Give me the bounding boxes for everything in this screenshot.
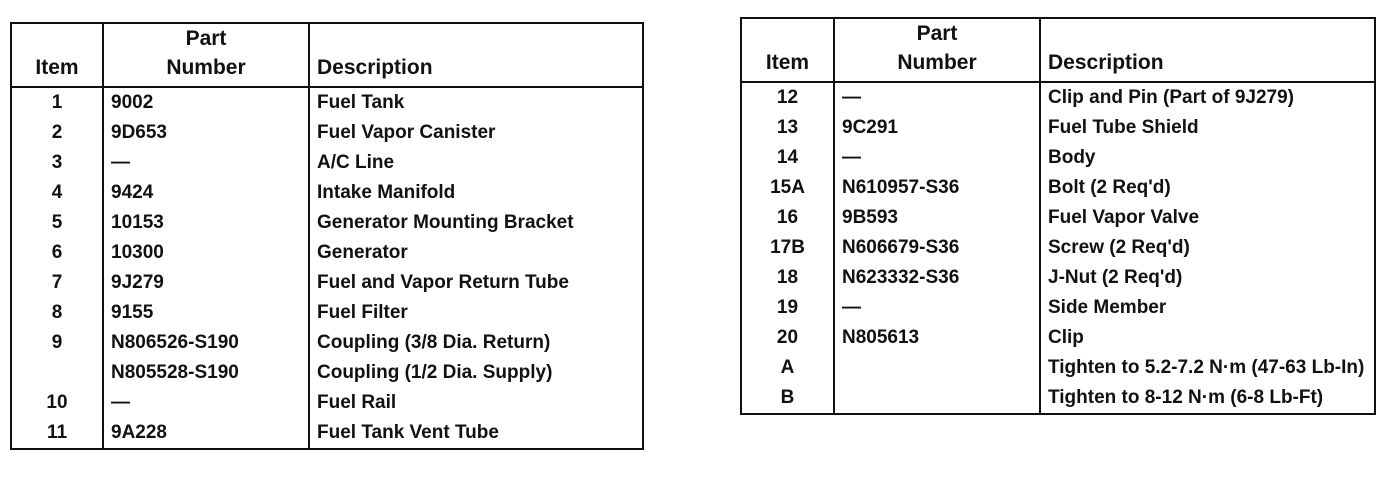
item-cell: 3 xyxy=(51,152,63,173)
description: Generator Mounting Bracket xyxy=(317,212,574,233)
header-part-number-line2: Number xyxy=(897,51,977,74)
item-cell: 15A xyxy=(770,177,805,198)
item-cell: B xyxy=(780,387,795,408)
table-header-row xyxy=(11,23,643,87)
part-number: 9424 xyxy=(111,182,154,203)
part-number: N805613 xyxy=(842,327,920,348)
parts-table-left xyxy=(10,22,644,450)
table-body-right xyxy=(741,82,1375,414)
part-number: 9155 xyxy=(111,302,154,323)
part-number-cell xyxy=(103,87,309,118)
table-row xyxy=(741,173,1375,203)
description-cell xyxy=(309,118,643,148)
description-cell xyxy=(1040,263,1375,293)
description-cell xyxy=(1040,143,1375,173)
part-number: — xyxy=(111,152,130,173)
part-number-cell xyxy=(834,263,1040,293)
description-cell xyxy=(1040,203,1375,233)
part-number-cell xyxy=(834,323,1040,353)
part-number: — xyxy=(111,392,130,413)
part-number-cell xyxy=(834,353,1040,383)
header-part-number-line1: Part xyxy=(916,22,958,45)
description: Fuel Tank Vent Tube xyxy=(317,422,499,443)
description: Coupling (3/8 Dia. Return) xyxy=(317,332,551,353)
table-row xyxy=(741,143,1375,173)
description-cell xyxy=(309,208,643,238)
header-part-number-line1: Part xyxy=(185,27,227,50)
item-cell: 4 xyxy=(51,182,63,203)
part-number-cell xyxy=(834,173,1040,203)
item-cell: 14 xyxy=(776,147,799,168)
description: Side Member xyxy=(1048,297,1167,318)
part-number: 9B593 xyxy=(842,207,898,228)
description: Intake Manifold xyxy=(317,182,456,203)
header-part-number xyxy=(834,18,1040,82)
description-cell xyxy=(309,298,643,328)
description: Fuel Vapor Canister xyxy=(317,122,496,143)
item-cell: 12 xyxy=(776,87,799,108)
part-number: 9D653 xyxy=(111,122,167,143)
description-cell xyxy=(1040,173,1375,203)
table-row xyxy=(11,87,643,118)
part-number-cell xyxy=(103,418,309,449)
description: Fuel Vapor Valve xyxy=(1048,207,1200,228)
description: Screw (2 Req'd) xyxy=(1048,237,1190,258)
part-number: — xyxy=(842,147,861,168)
description-cell xyxy=(309,388,643,418)
item-cell: A xyxy=(780,357,795,378)
description: Clip and Pin (Part of 9J279) xyxy=(1048,87,1294,108)
parts-table-right xyxy=(740,17,1376,415)
header-part-number xyxy=(103,23,309,87)
part-number: 9A228 xyxy=(111,422,167,443)
table-row xyxy=(11,178,643,208)
table-row xyxy=(741,263,1375,293)
part-number-cell xyxy=(103,118,309,148)
description: Coupling (1/2 Dia. Supply) xyxy=(317,362,553,383)
description: Tighten to 5.2-7.2 N·m (47-63 Lb-In) xyxy=(1048,357,1365,378)
item-cell: 13 xyxy=(776,117,799,138)
description: Fuel Rail xyxy=(317,392,397,413)
item-cell: 19 xyxy=(776,297,799,318)
table-row xyxy=(741,203,1375,233)
part-number: — xyxy=(842,297,861,318)
item-cell: 7 xyxy=(51,272,63,293)
description: Bolt (2 Req'd) xyxy=(1048,177,1171,198)
table-row xyxy=(11,148,643,178)
table-row xyxy=(11,298,643,328)
item-cell: 6 xyxy=(51,242,63,263)
part-number-cell xyxy=(103,148,309,178)
description: Fuel Tank xyxy=(317,92,405,113)
part-number-cell xyxy=(103,208,309,238)
description-cell xyxy=(1040,113,1375,143)
item-cell: 5 xyxy=(51,212,63,233)
part-number: 9J279 xyxy=(111,272,164,293)
description-cell xyxy=(309,148,643,178)
part-number: N805528-S190 xyxy=(111,362,239,383)
description-cell xyxy=(309,87,643,118)
part-number: 10153 xyxy=(111,212,164,233)
table-row xyxy=(11,208,643,238)
part-number: N610957-S36 xyxy=(842,177,960,198)
description: Body xyxy=(1048,147,1096,168)
item-cell: 8 xyxy=(51,302,63,323)
description-cell xyxy=(1040,82,1375,113)
table-header-row xyxy=(741,18,1375,82)
header-item: Item xyxy=(741,18,834,82)
table-row xyxy=(741,293,1375,323)
description: Fuel Tube Shield xyxy=(1048,117,1199,138)
description-cell xyxy=(1040,353,1375,383)
part-number-cell xyxy=(834,293,1040,323)
table-row xyxy=(11,388,643,418)
part-number-cell xyxy=(103,178,309,208)
part-number-cell xyxy=(834,113,1040,143)
part-number-cell xyxy=(103,328,309,388)
item-cell: 1 xyxy=(51,92,63,113)
table-row xyxy=(741,113,1375,143)
description-cell xyxy=(309,328,643,388)
part-number: N606679-S36 xyxy=(842,237,960,258)
table-row xyxy=(11,238,643,268)
item-cell: 11 xyxy=(46,422,68,443)
description-cell xyxy=(1040,233,1375,263)
part-number-cell xyxy=(834,233,1040,263)
description: Clip xyxy=(1048,327,1084,348)
description: Generator xyxy=(317,242,408,263)
table-row xyxy=(11,118,643,148)
description-cell xyxy=(309,418,643,449)
description: Fuel and Vapor Return Tube xyxy=(317,272,569,293)
part-number: 9C291 xyxy=(842,117,898,138)
part-number-cell xyxy=(834,82,1040,113)
table-row xyxy=(741,323,1375,353)
table-row xyxy=(11,418,643,449)
description-cell xyxy=(1040,383,1375,414)
description: A/C Line xyxy=(317,152,395,173)
part-number: — xyxy=(842,87,861,108)
part-number: N806526-S190 xyxy=(111,332,239,353)
description-cell xyxy=(1040,323,1375,353)
part-number-cell xyxy=(103,388,309,418)
description-cell xyxy=(309,268,643,298)
part-number-cell xyxy=(103,238,309,268)
part-number: N623332-S36 xyxy=(842,267,960,288)
item-cell: 2 xyxy=(51,122,63,143)
item-cell: 10 xyxy=(46,392,68,413)
table-row xyxy=(741,233,1375,263)
table-body-left xyxy=(11,87,643,449)
item-cell: 18 xyxy=(776,267,799,288)
description-cell xyxy=(309,178,643,208)
part-number-cell xyxy=(103,268,309,298)
description: Fuel Filter xyxy=(317,302,408,323)
header-item: Item xyxy=(11,23,103,87)
table-row xyxy=(741,353,1375,383)
part-number: 9002 xyxy=(111,92,154,113)
item-cell: 17B xyxy=(770,237,805,258)
part-number-cell xyxy=(834,143,1040,173)
table-row xyxy=(741,82,1375,113)
table-row xyxy=(741,383,1375,414)
part-number-cell xyxy=(834,203,1040,233)
description-cell xyxy=(1040,293,1375,323)
item-cell: 20 xyxy=(776,327,799,348)
part-number-cell xyxy=(834,383,1040,414)
table-row xyxy=(11,328,643,388)
header-description: Description xyxy=(1040,18,1375,82)
header-description: Description xyxy=(309,23,643,87)
description: Tighten to 8-12 N·m (6-8 Lb-Ft) xyxy=(1048,387,1324,408)
header-part-number-line2: Number xyxy=(166,56,246,79)
description-cell xyxy=(309,238,643,268)
part-number: 10300 xyxy=(111,242,164,263)
table-row xyxy=(11,268,643,298)
description: J-Nut (2 Req'd) xyxy=(1048,267,1183,288)
item-cell: 9 xyxy=(51,332,63,353)
part-number-cell xyxy=(103,298,309,328)
item-cell: 16 xyxy=(776,207,799,228)
